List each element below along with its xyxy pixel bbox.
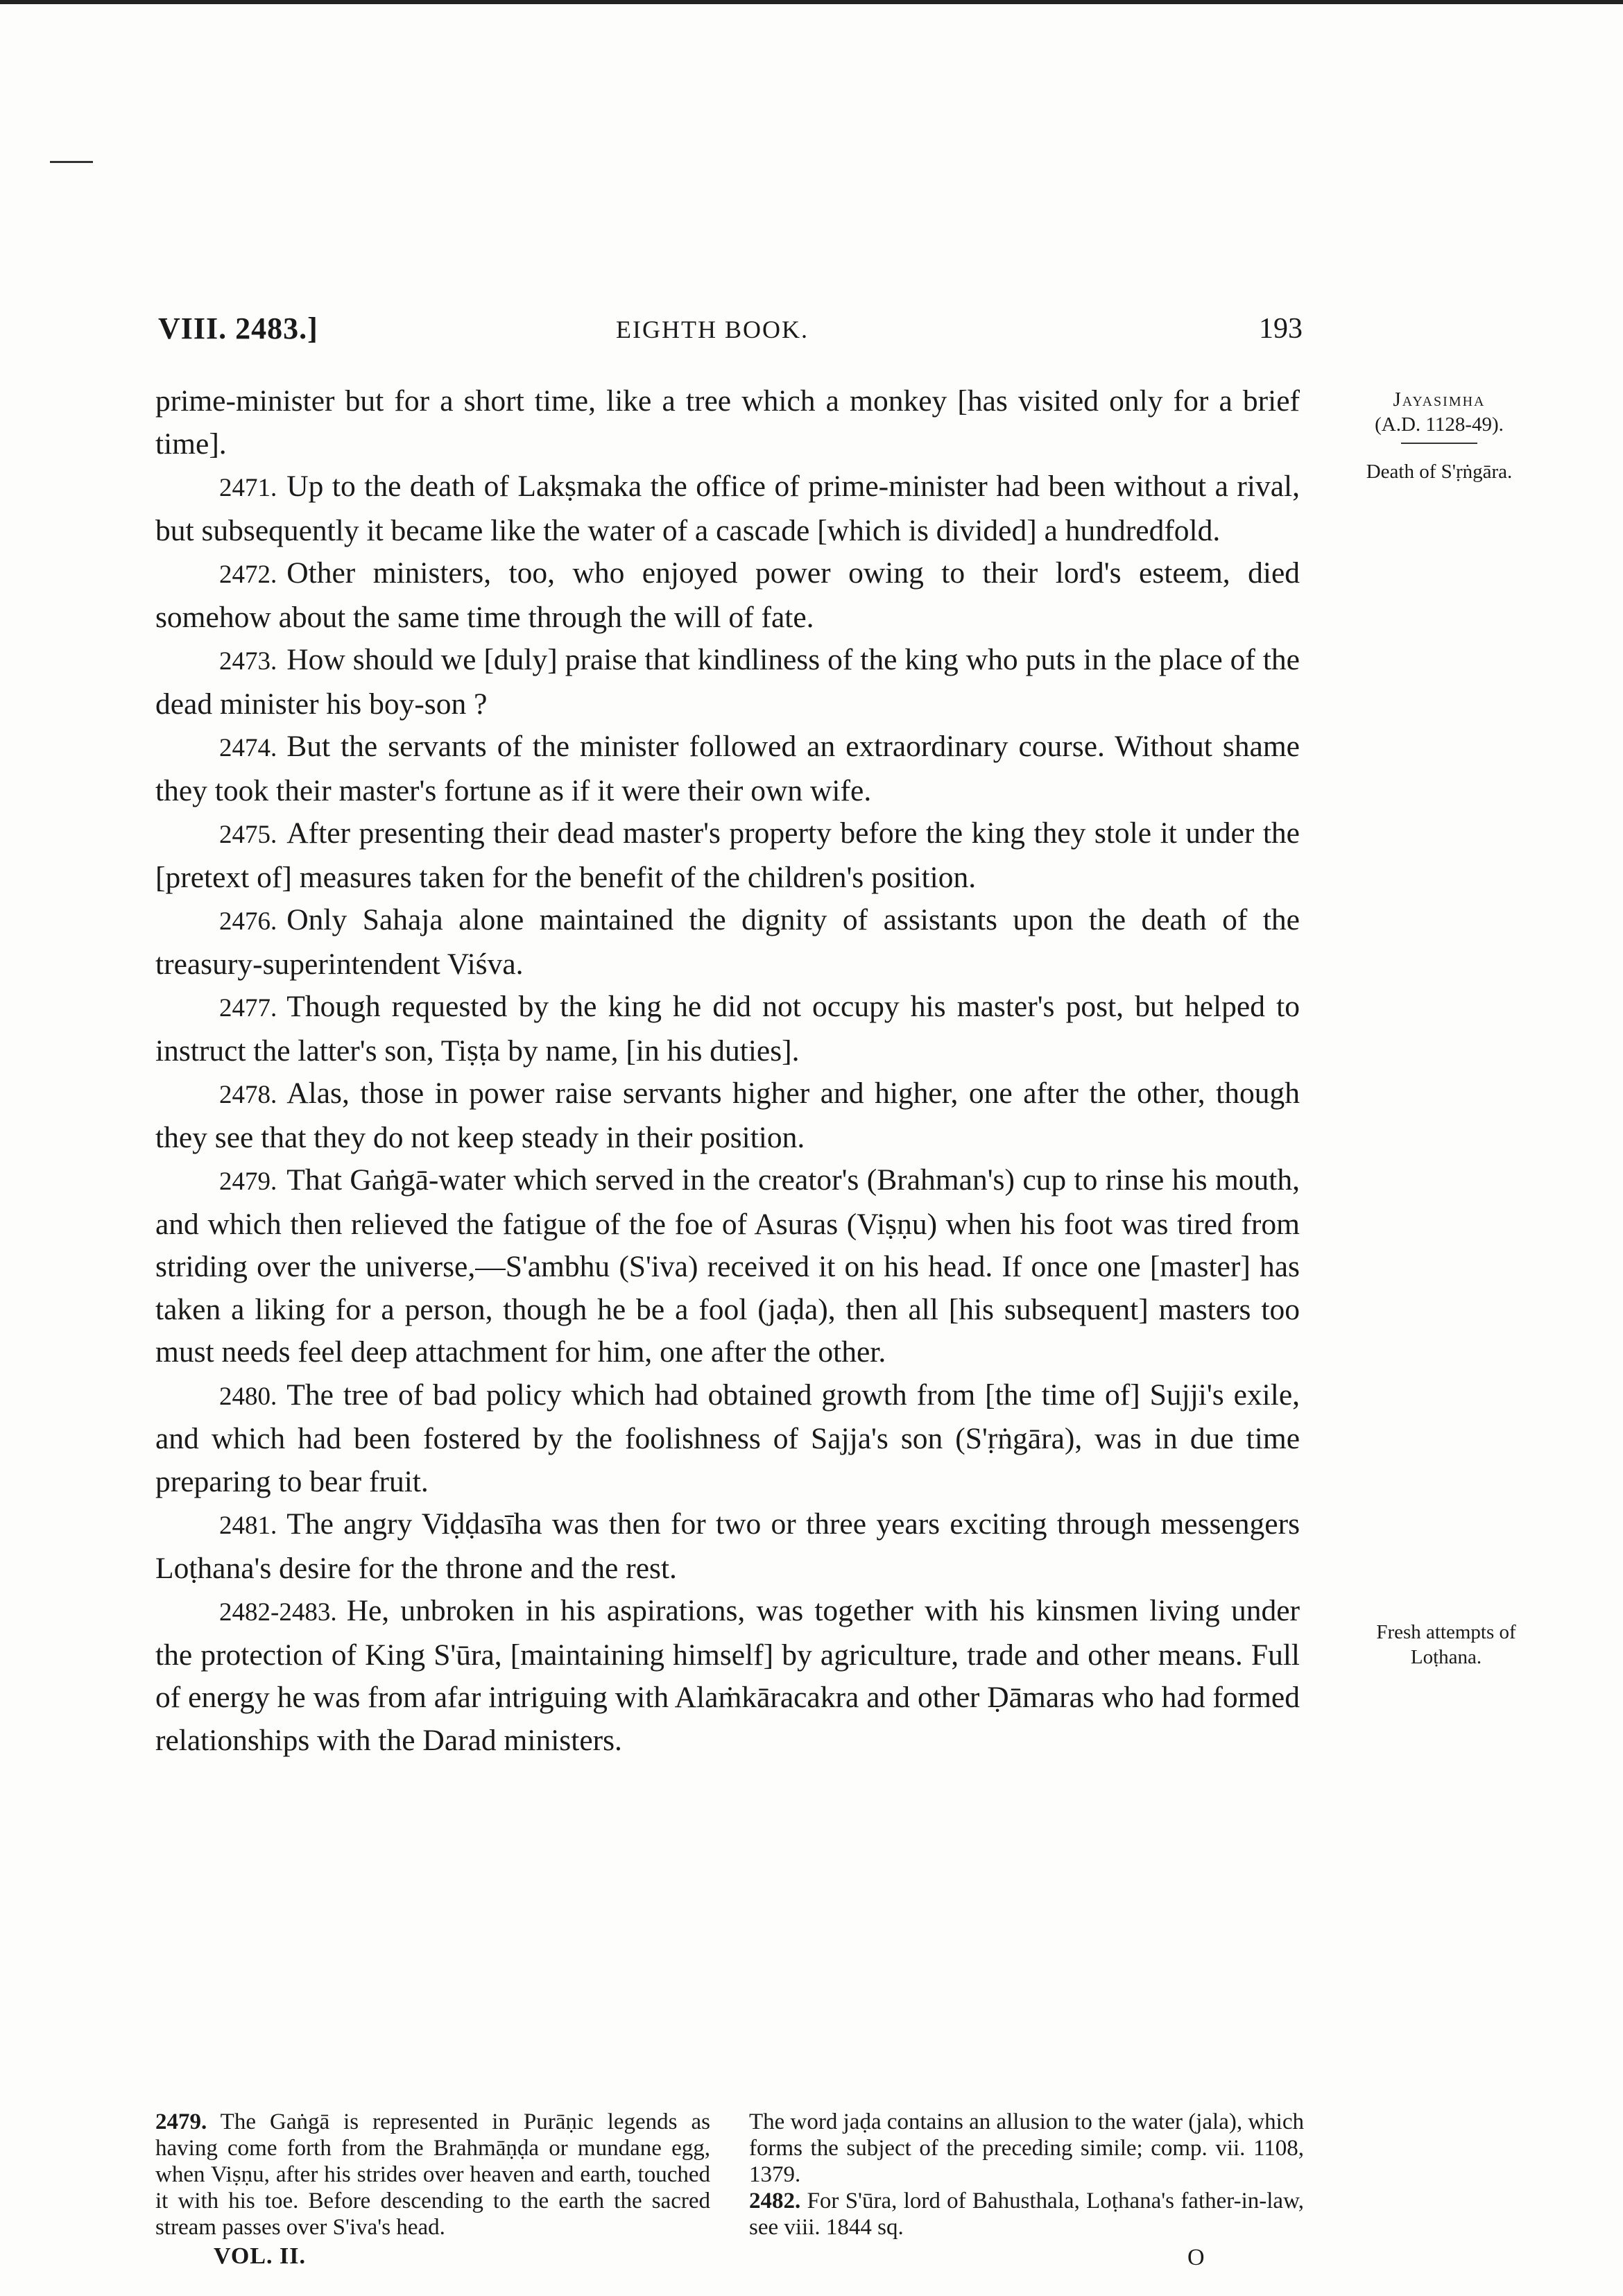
ruler-dates: (A.D. 1128-49). — [1375, 413, 1504, 436]
paragraph-text: prime-minister but for a short time, like a tree which a monkey [has visited only for a brief time]. — [155, 384, 1300, 461]
margin-note-ruler — [1346, 387, 1533, 444]
verse-2473 — [155, 639, 1300, 726]
footnote-text: The word jaḍa contains an allusion to the water (jala), which forms the subject of the preceding simile; comp. vii. 1108, 1379. — [749, 2109, 1304, 2187]
footnote-text: The Gaṅgā is represented in Purāṇic legends as having come forth from the Brahmāṇḍa or mundane egg, when Viṣṇu, after his strides over heaven and earth, touched it with his toe. Before descending to the earth the sacred stream passes over S'iva's head. — [155, 2109, 710, 2240]
verse-2480 — [155, 1374, 1300, 1504]
verse-text: The tree of bad policy which had obtained growth from [the time of] Sujji's exile, and which had been fostered by the foolishness of Sajja's son (S'ṛṅgāra), was in due time preparing to bear fruit. — [155, 1378, 1300, 1498]
verse-number: 2482-2483. — [219, 1598, 337, 1627]
page-number: 193 — [1259, 313, 1303, 345]
margin-note-death: Death of S'ṛṅgāra. — [1366, 461, 1513, 483]
verse-2471 — [155, 465, 1300, 552]
verse-text: How should we [duly] praise that kindliness of the king who puts in the place of the dead minister his boy-son ? — [155, 643, 1300, 721]
verse-2476 — [155, 899, 1300, 986]
margin-note-lothana: Fresh attempts of Loṭhana. — [1376, 1621, 1516, 1668]
verse-number: 2471. — [219, 474, 277, 502]
main-text — [155, 380, 1300, 1762]
verse-2475 — [155, 812, 1300, 899]
footnote-2479 — [155, 2109, 710, 2241]
verse-2481 — [155, 1503, 1300, 1590]
verse-number: 2475. — [219, 821, 277, 849]
verse-2472 — [155, 552, 1300, 639]
verse-2477 — [155, 986, 1300, 1072]
paragraph-continued — [155, 380, 1300, 465]
verse-number: 2478. — [219, 1081, 277, 1109]
footnote-column-left — [155, 2109, 710, 2241]
verse-2479 — [155, 1159, 1300, 1374]
verse-number: 2480. — [219, 1382, 277, 1411]
verse-text: Up to the death of Lakṣmaka the office of prime-minister had been without a rival, but subsequently it became like the water of a cascade [which is divided] a hundredfold. — [155, 470, 1300, 547]
scan-top-border — [0, 0, 1623, 4]
verse-text: After presenting their dead master's property before the king they stole it under the [pretext of] measures taken for the benefit of the children's position. — [155, 816, 1300, 894]
footnote-number: 2479. — [155, 2109, 207, 2134]
verse-number: 2479. — [219, 1167, 277, 1196]
footnote-number: 2482. — [749, 2188, 801, 2213]
verse-2478 — [155, 1072, 1300, 1159]
footnote-column-right — [749, 2109, 1304, 2241]
footnote-2482 — [749, 2188, 1304, 2241]
verse-text: But the servants of the minister followed an extraordinary course. Without shame they took their master's fortune as if it were their own wife. — [155, 730, 1300, 807]
verse-text: Alas, those in power raise servants higher and higher, one after the other, though they see that they do not keep steady in their position. — [155, 1077, 1300, 1154]
ruler-name: Jayasimha — [1393, 388, 1486, 411]
verse-text: Though requested by the king he did not occupy his master's post, but helped to instruct the latter's son, Tiṣṭa by name, [in his duties]. — [155, 990, 1300, 1068]
header-book-title: EIGHTH BOOK. — [616, 316, 809, 343]
verse-text: That Gaṅgā-water which served in the creator's (Brahman's) cup to rinse his mouth, and which then relieved the fatigue of the foe of Asuras (Viṣṇu) when his foot was tired from striding over the universe,—S'ambhu (S'iva) received it on his head. If once one [master] has taken a liking for a person, though he be a fool (jaḍa), then all [his subsequent] masters too must needs feel deep attachment for him, one after the other. — [155, 1163, 1300, 1369]
sheet-signature: O — [1187, 2245, 1205, 2270]
verse-text: He, unbroken in his aspirations, was together with his kinsmen living under the protection of King S'ūra, [maintaining himself] by agriculture, trade and other means. Full of energy he was from afar intriguing with Alaṁkāracakra and other Ḍāmaras who had formed relationships with the Darad ministers. — [155, 1594, 1300, 1757]
footnote-text: For S'ūra, lord of Bahusthala, Loṭhana's father-in-law, see viii. 1844 sq. — [749, 2188, 1305, 2240]
verse-text: Other ministers, too, who enjoyed power owing to their lord's esteem, died somehow about the same time through the will of fate. — [155, 556, 1300, 634]
verse-number: 2476. — [219, 907, 277, 936]
scan-mark — [50, 161, 93, 163]
verse-text: Only Sahaja alone maintained the dignity of assistants upon the death of the treasury-superintendent Viśva. — [155, 903, 1300, 981]
verse-2482-2483 — [155, 1590, 1300, 1762]
verse-number: 2477. — [219, 994, 277, 1022]
verse-number: 2474. — [219, 734, 277, 762]
verse-number: 2481. — [219, 1511, 277, 1540]
verse-2474 — [155, 726, 1300, 812]
margin-rule — [1401, 443, 1477, 444]
verse-text: The angry Viḍḍasīha was then for two or three years exciting through messengers Loṭhana's desire for the throne and the rest. — [155, 1507, 1300, 1585]
footnote-2479-continued — [749, 2109, 1304, 2188]
verse-number: 2473. — [219, 647, 277, 676]
running-header — [158, 311, 1303, 352]
volume-signature: VOL. II. — [214, 2243, 306, 2269]
header-verse-range: VIII. 2483.] — [158, 311, 318, 345]
verse-number: 2472. — [219, 560, 277, 589]
